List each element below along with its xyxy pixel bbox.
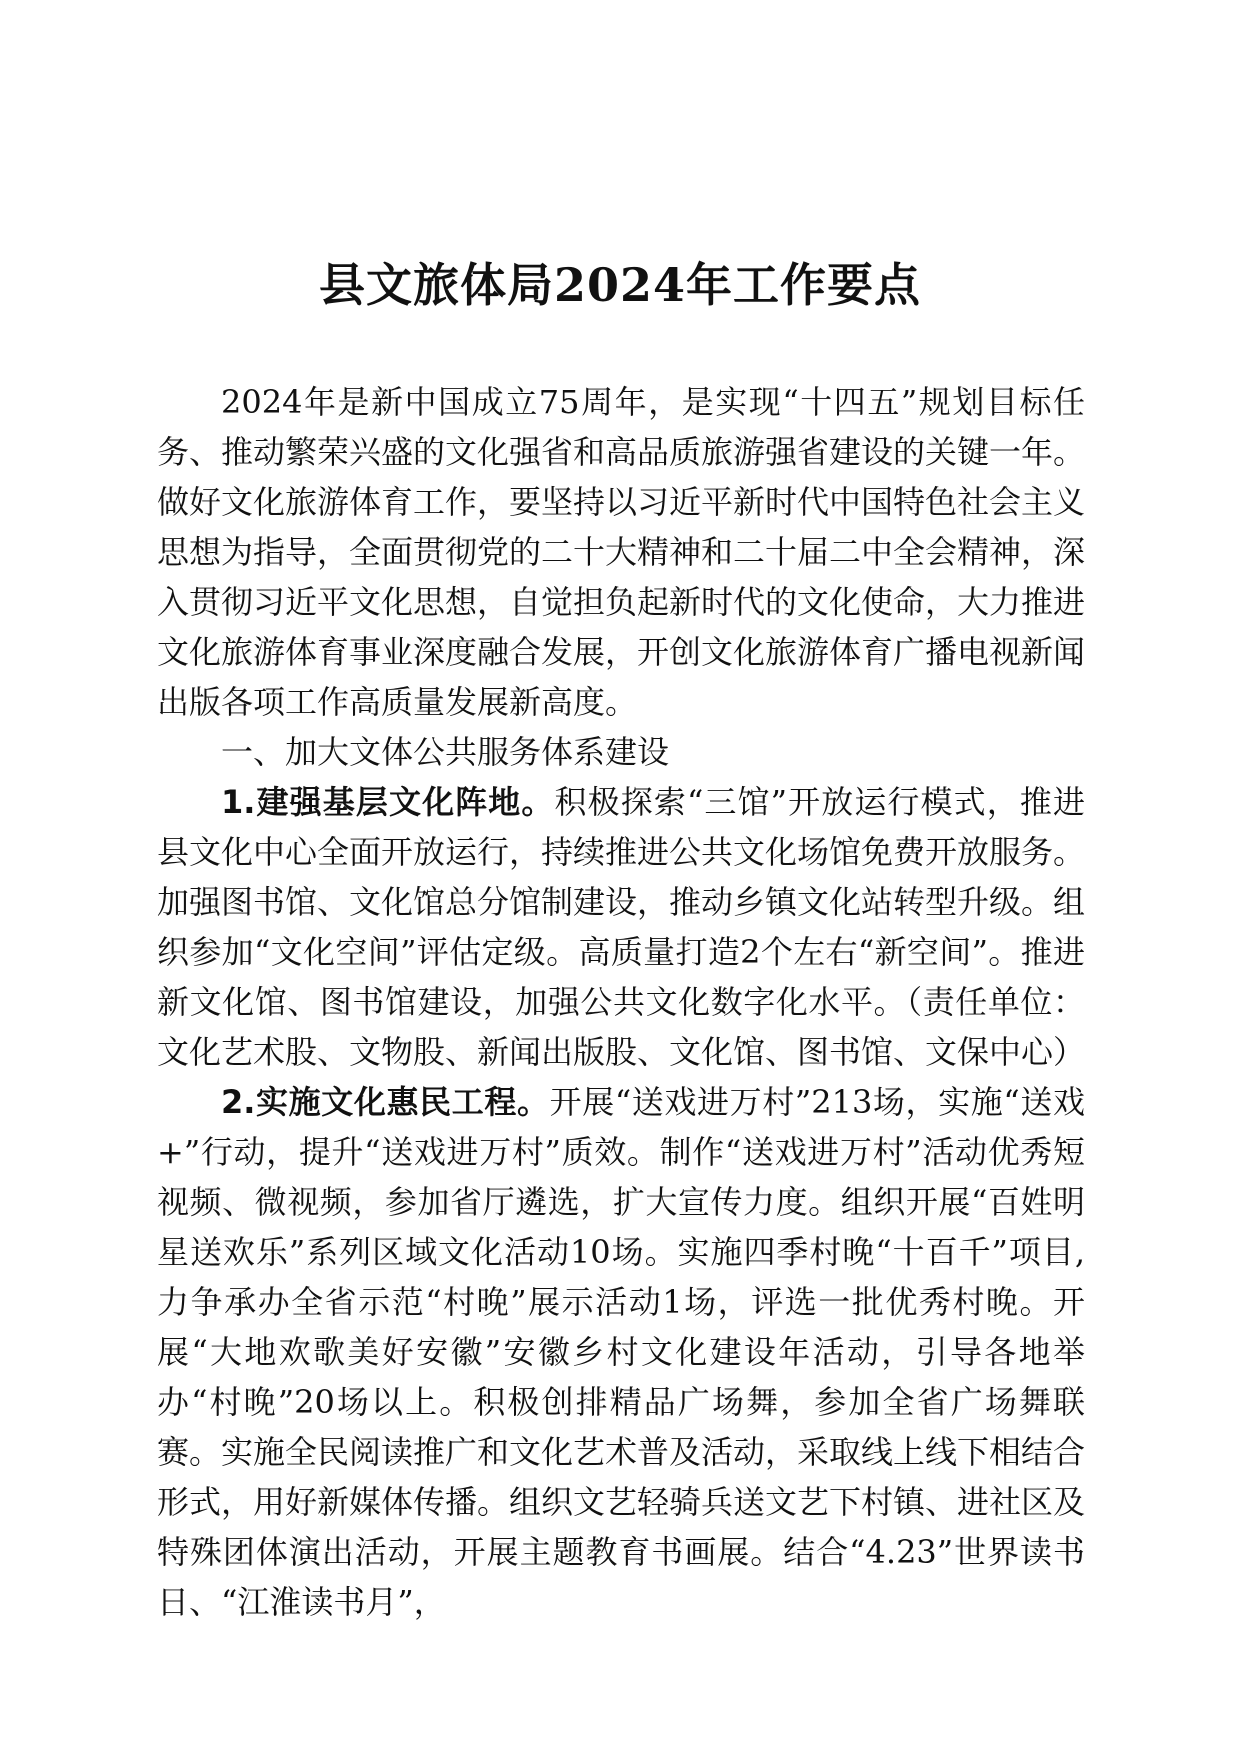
item-lead-1: 1.建强基层文化阵地。 [221, 783, 555, 821]
document-body [157, 377, 1085, 1627]
section-heading-1: 一、加大文体公共服务体系建设 [221, 733, 670, 771]
intro-paragraph: 2024年是新中国成立75周年，是实现“十四五”规划目标任务、推动繁荣兴盛的文化强省和高品质旅游强省建设的关键一年。做好文化旅游体育工作，要坚持以习近平新时代中国特色社会主义思想为指导，全面贯彻党的二十大精神和二十届二中全会精神，深入贯彻习近平文化思想，自觉担负起新时代的文化使命，大力推进文化旅游体育事业深度融合发展，开创文化旅游体育广播电视新闻出版各项工作高质量发展新高度。 [157, 383, 1086, 721]
item-text-2: 开展“送戏进万村”213场，实施“送戏+”行动，提升“送戏进万村”质效。制作“送戏进万村”活动优秀短视频、微视频，参加省厅遴选，扩大宣传力度。组织开展“百姓明星送欢乐”系列区域文化活动10场。实施四季村晚“十百千”项目,力争承办全省示范“村晚”展示活动1场，评选一批优秀村晚。开展“大地欢歌美好安徽”安徽乡村文化建设年活动，引导各地举办“村晚”20场以上。积极创排精品广场舞，参加全省广场舞联赛。实施全民阅读推广和文化艺术普及活动，采取线上线下相结合形式，用好新媒体传播。组织文艺轻骑兵送文艺下村镇、进社区及特殊团体演出活动，开展主题教育书画展。结合“4.23”世界读书日、“江淮读书月”， [157, 1083, 1086, 1621]
item-text-1: 积极探索“三馆”开放运行模式，推进县文化中心全面开放运行，持续推进公共文化场馆免费开放服务。加强图书馆、文化馆总分馆制建设，推动乡镇文化站转型升级。组织参加“文化空间”评估定级。高质量打造2个左右“新空间”。推进新文化馆、图书馆建设，加强公共文化数字化水平。（责任单位：文化艺术股、文物股、新闻出版股、文化馆、图书馆、文保中心） [157, 783, 1086, 1071]
item-lead-2: 2.实施文化惠民工程。 [221, 1083, 550, 1121]
item-paragraph-1 [157, 777, 1085, 1077]
item-paragraph-2 [157, 1077, 1085, 1627]
document-title: 县文旅体局2024年工作要点 [318, 258, 922, 312]
